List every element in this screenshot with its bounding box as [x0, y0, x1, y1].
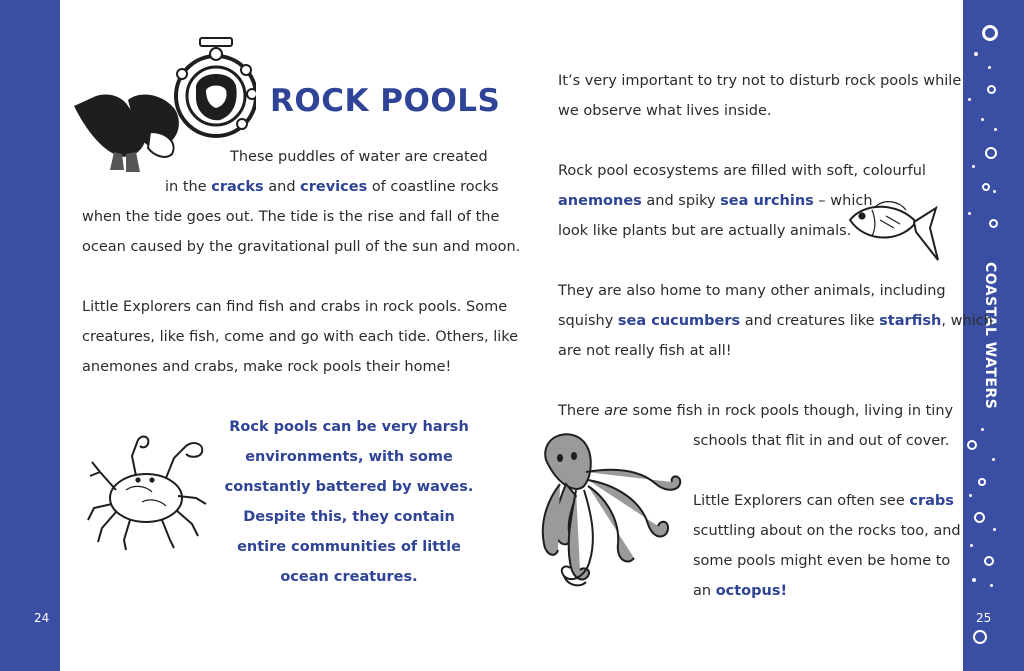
callout-line: environments, with some: [245, 449, 453, 465]
text-line: scuttling about on the rocks too, and: [693, 523, 961, 539]
text-line: we observe what lives inside.: [558, 103, 772, 119]
keyword-sea-urchins: sea urchins: [720, 193, 814, 209]
callout-box: [216, 412, 482, 592]
keyword-crevices: crevices: [300, 179, 368, 195]
fish-icon: [846, 198, 940, 264]
crab-icon: [86, 432, 210, 552]
keyword-anemones: anemones: [558, 193, 642, 209]
callout-line: constantly battered by waves.: [224, 479, 474, 495]
text-line: Little Explorers can find fish and crabs in rock pools. Some: [82, 299, 508, 315]
keyword-octopus: octopus!: [715, 583, 788, 599]
text-line: squishy sea cucumbers and creatures like starfish, which: [558, 313, 993, 329]
text-line: are not really fish at all!: [558, 343, 732, 359]
section-label: COASTAL WATERS: [982, 262, 998, 410]
keyword-cracks: cracks: [211, 179, 264, 195]
text-line: anemones and spiky sea urchins – which: [558, 193, 873, 209]
left-page-band: [0, 0, 60, 671]
callout-line: ocean creatures.: [280, 569, 418, 585]
page-title: ROCK POOLS: [270, 83, 501, 119]
text-line: some pools might even be home to: [693, 553, 951, 569]
page-number-left: 24: [34, 611, 50, 625]
puffin-diver-icon: [70, 34, 256, 174]
octopus-icon: [536, 428, 686, 590]
text-line: These puddles of water are created: [230, 149, 488, 165]
callout-line: Rock pools can be very harsh: [229, 419, 469, 435]
text-line: schools that flit in and out of cover.: [693, 433, 950, 449]
text-line: There are some fish in rock pools though, living in tiny: [558, 403, 954, 419]
text-line: They are also home to many other animals, including: [558, 283, 946, 299]
callout-line: Despite this, they contain: [243, 509, 455, 525]
text-line: in the cracks and crevices of coastline rocks: [165, 179, 499, 195]
keyword-starfish: starfish: [879, 313, 942, 329]
text-line: anemones and crabs, make rock pools their home!: [82, 359, 452, 375]
text-line: look like plants but are actually animals.: [558, 223, 852, 239]
text-line: ocean caused by the gravitational pull of the sun and moon.: [82, 239, 521, 255]
text-line: when the tide goes out. The tide is the rise and fall of the: [82, 209, 500, 225]
text-line: creatures, like fish, come and go with each tide. Others, like: [82, 329, 519, 345]
callout-line: entire communities of little: [237, 539, 461, 555]
keyword-sea-cucumbers: sea cucumbers: [617, 313, 741, 329]
text-line: an octopus!: [693, 583, 788, 599]
text-line: Rock pool ecosystems are filled with soft, colourful: [558, 163, 926, 179]
text-line: Little Explorers can often see crabs: [693, 493, 954, 509]
keyword-crabs: crabs: [909, 493, 954, 509]
page-number-right: 25: [976, 611, 992, 625]
text-line: It’s very important to try not to disturb rock pools while: [558, 73, 962, 89]
